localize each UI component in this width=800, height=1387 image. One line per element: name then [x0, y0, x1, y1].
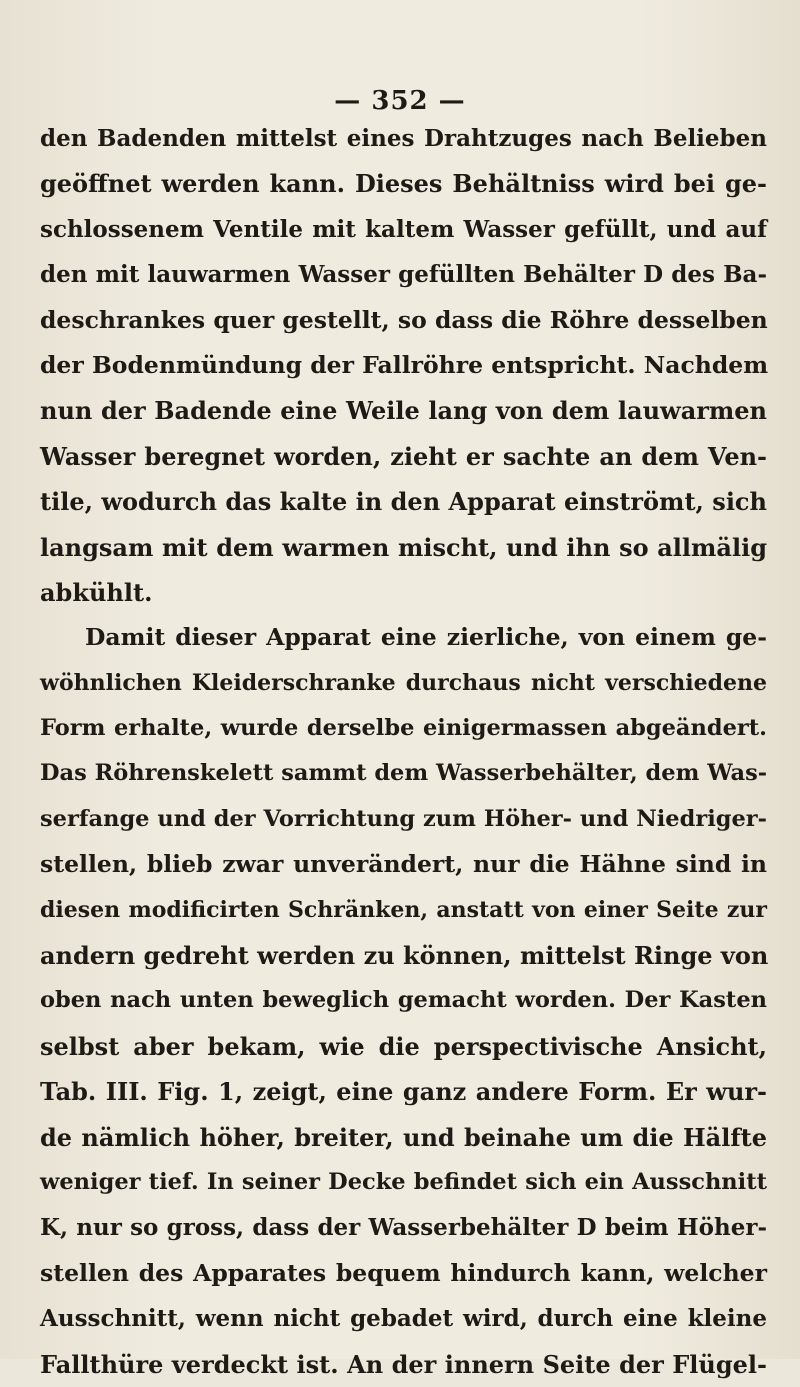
- text-line: stellen, blieb zwar unverändert, nur die Hähne sind in: [40, 850, 767, 879]
- page-number: — 352 —: [334, 86, 466, 116]
- text-line: oben nach unten beweglich gemacht worden. Der Kasten: [40, 987, 767, 1014]
- text-line: stellen des Apparates bequem hindurch kann, welcher: [40, 1258, 767, 1287]
- text-line: Fallthüre verdeckt ist. An der innern Seite der Flügel-: [40, 1349, 767, 1379]
- text-line: langsam mit dem warmen mischt, und ihn so allmälig: [40, 532, 767, 562]
- text-line: diesen modificirten Schränken, anstatt von einer Seite zur: [40, 896, 767, 923]
- text-line: Form erhalte, wurde derselbe einigermassen abgeändert.: [40, 715, 767, 742]
- text-line: tile, wodurch das kalte in den Apparat einströmt, sich: [40, 487, 767, 517]
- text-line: nun der Badende eine Weile lang von dem lauwarmen: [40, 396, 767, 426]
- body-text: [40, 116, 767, 1387]
- text-line: weniger tief. In seiner Decke befindet sich ein Ausschnitt: [40, 1168, 767, 1195]
- text-line: geöffnet werden kann. Dieses Behältniss wird bei ge-: [40, 169, 767, 199]
- text-line: schlossenem Ventile mit kaltem Wasser gefüllt, und auf: [40, 215, 767, 243]
- text-line: Tab. III. Fig. 1, zeigt, eine ganz andere Form. Er wur-: [40, 1077, 767, 1107]
- text-line: Wasser beregnet worden, zieht er sachte an dem Ven-: [40, 441, 767, 471]
- text-line: serfange und der Vorrichtung zum Höher- und Niedriger-: [40, 805, 767, 832]
- paragraph-end-line: abkühlt.: [40, 577, 153, 607]
- text-line: deschrankes quer gestellt, so dass die Röhre desselben: [40, 305, 768, 334]
- text-line: de nämlich höher, breiter, und beinahe um die Hälfte: [40, 1122, 767, 1152]
- text-line: K, nur so gross, dass der Wasserbehälter D beim Höher-: [40, 1214, 767, 1242]
- text-line: Ausschnitt, wenn nicht gebadet wird, durch eine kleine: [40, 1305, 767, 1333]
- text-line: selbst aber bekam, wie die perspectivische Ansicht,: [40, 1031, 767, 1061]
- text-line: Das Röhrenskelett sammt dem Wasserbehälter, dem Was-: [40, 760, 768, 787]
- text-line: andern gedreht werden zu können, mittelst Ringe von: [40, 941, 769, 971]
- text-line: der Bodenmündung der Fallröhre entspricht. Nachdem: [40, 350, 769, 379]
- paragraph-start-line: Damit dieser Apparat eine zierliche, von einem ge-: [85, 623, 767, 652]
- text-line: den Badenden mittelst eines Drahtzuges nach Belieben: [40, 125, 767, 152]
- text-line: den mit lauwarmen Wasser gefüllten Behälter D des Ba-: [40, 261, 767, 289]
- text-line: wöhnlichen Kleiderschranke durchaus nicht verschiedene: [40, 669, 767, 696]
